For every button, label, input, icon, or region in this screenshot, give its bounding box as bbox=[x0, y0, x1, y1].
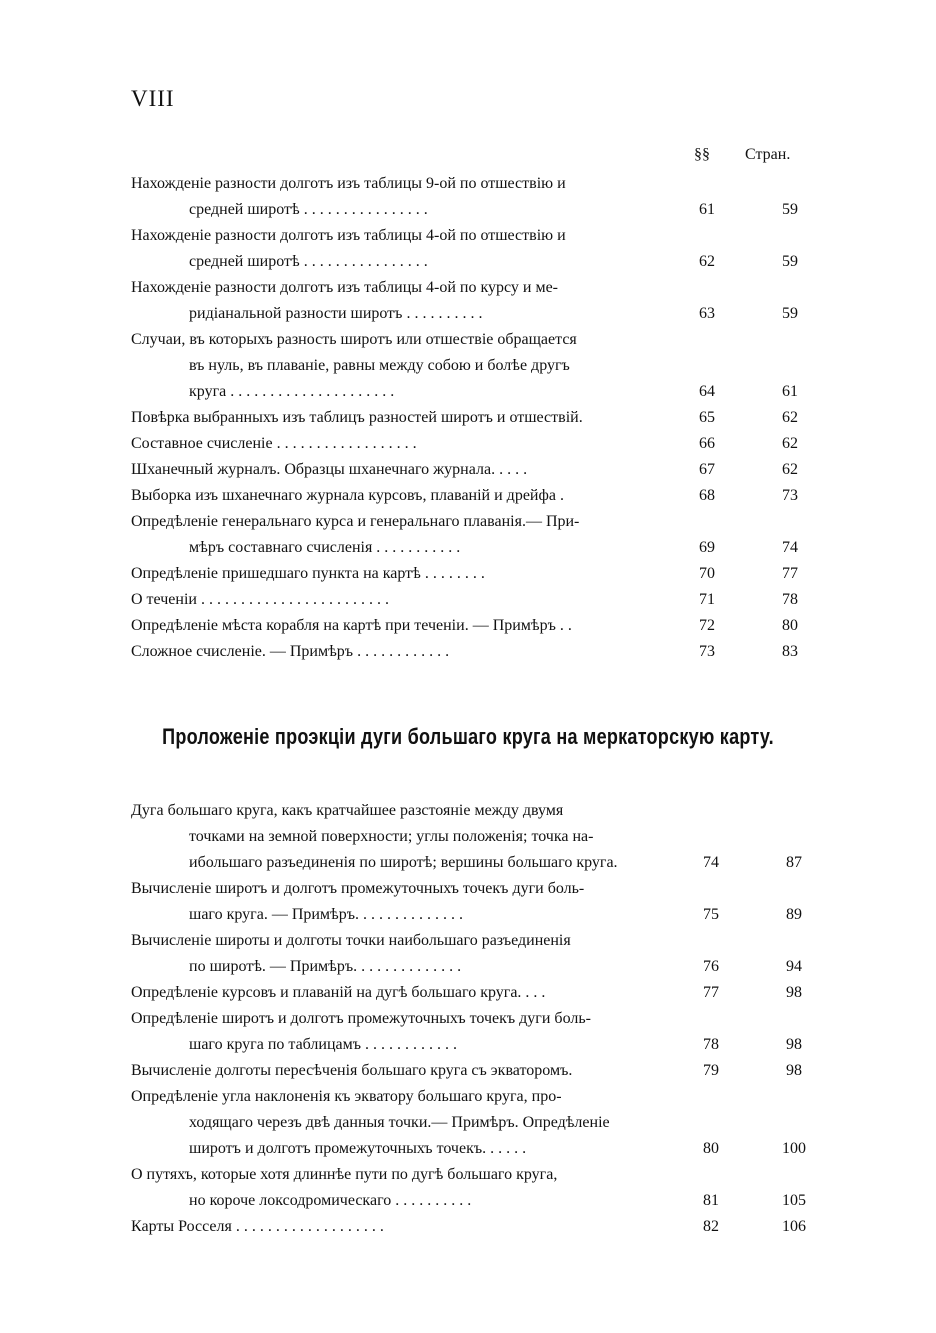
toc-entry-text: ходящаго черезъ двѣ данныя точки.— Примѣръ. Опредѣленiе bbox=[189, 1114, 610, 1131]
toc-entry-text: Выборка изъ шханечнаго журнала курсовъ, плаванiй и дрейфа . bbox=[131, 487, 564, 504]
toc-entry-text: шаго круга. — Примѣръ. . . . . . . . . . . . . . bbox=[189, 906, 464, 923]
toc-entry-section: 82 bbox=[703, 1218, 719, 1235]
toc-entry-page: 78 bbox=[782, 591, 798, 608]
toc-entry-section: 70 bbox=[699, 565, 715, 582]
toc-entry-text: Вычисленiе долготы пересѣченiя большаго круга съ экваторомъ. bbox=[131, 1062, 573, 1079]
page-number: VIII bbox=[131, 86, 175, 111]
toc-entry-line bbox=[131, 223, 811, 249]
toc-entry-text: О путяхъ, которые хотя длиннѣе пути по дугѣ большаго круга, bbox=[131, 1166, 558, 1183]
column-header-section: §§ bbox=[694, 146, 710, 163]
toc-entry-text: О теченiи . . . . . . . . . . . . . . . . . . . . . . . . bbox=[131, 591, 389, 608]
toc-entry-text: Нахожденiе разности долготъ изъ таблицы 4-ой по отшествiю и bbox=[131, 227, 566, 244]
toc-part-1 bbox=[131, 171, 811, 665]
toc-entry-line bbox=[131, 327, 811, 353]
toc-entry-line bbox=[131, 928, 811, 954]
toc-entry-line bbox=[131, 1006, 811, 1032]
toc-entry-section: 73 bbox=[699, 643, 715, 660]
toc-entry-section: 66 bbox=[699, 435, 715, 452]
toc-entry-page: 59 bbox=[782, 253, 798, 270]
toc-entry-page: 62 bbox=[782, 409, 798, 426]
toc-entry-text: Опредѣленiе курсовъ и плаванiй на дугѣ большаго круга. . . . bbox=[131, 984, 546, 1001]
toc-entry-line bbox=[131, 171, 811, 197]
toc-entry-text: Случаи, въ которыхъ разность широтъ или отшествiе обращается bbox=[131, 331, 577, 348]
toc-entry-line bbox=[131, 954, 811, 980]
toc-entry-text: точками на земной поверхности; углы положенiя; точка на- bbox=[189, 828, 594, 845]
toc-entry-line bbox=[131, 1084, 811, 1110]
toc-entry-text: Вычисленiе широты и долготы точки наибольшаго разъединенiя bbox=[131, 932, 571, 949]
toc-entry-page: 106 bbox=[782, 1218, 806, 1235]
toc-entry-text: средней широтѣ . . . . . . . . . . . . . . . . bbox=[189, 201, 428, 218]
toc-entry-text: Нахожденiе разности долготъ изъ таблицы 9-ой по отшествiю и bbox=[131, 175, 566, 192]
toc-entry-section: 68 bbox=[699, 487, 715, 504]
toc-entry-section: 69 bbox=[699, 539, 715, 556]
toc-entry-line bbox=[131, 1162, 811, 1188]
toc-entry-page: 105 bbox=[782, 1192, 806, 1209]
toc-entry-text: Сложное счисленiе. — Примѣръ . . . . . . . . . . . . bbox=[131, 643, 450, 660]
toc-entry-page: 83 bbox=[782, 643, 798, 660]
toc-entry-page: 74 bbox=[782, 539, 798, 556]
toc-entry-section: 74 bbox=[703, 854, 719, 871]
toc-entry-text: Повѣрка выбранныхъ изъ таблицъ разностей широтъ и отшествiй. bbox=[131, 409, 583, 426]
toc-entry-page: 98 bbox=[786, 1036, 802, 1053]
toc-entry-text: Карты Росселя . . . . . . . . . . . . . . . . . . . bbox=[131, 1218, 384, 1235]
toc-entry-line bbox=[131, 405, 811, 431]
toc-entry-section: 71 bbox=[699, 591, 715, 608]
toc-entry-page: 77 bbox=[782, 565, 798, 582]
toc-entry-text: Опредѣленiе мѣста корабля на картѣ при теченiи. — Примѣръ . . bbox=[131, 617, 572, 634]
toc-entry-line bbox=[131, 431, 811, 457]
section-heading: Проложенiе проэкцiи дуги большаго круга на меркаторскую карту. bbox=[162, 724, 774, 749]
toc-entry-page: 98 bbox=[786, 1062, 802, 1079]
toc-entry-text: широтъ и долготъ промежуточныхъ точекъ. . . . . . bbox=[189, 1140, 527, 1157]
toc-entry-text: Опредѣленiе пришедшаго пункта на картѣ . . . . . . . . bbox=[131, 565, 485, 582]
toc-entry-page: 73 bbox=[782, 487, 798, 504]
toc-entry-line bbox=[131, 850, 811, 876]
column-header-page: Стран. bbox=[745, 146, 791, 163]
toc-entry-text: въ нуль, въ плаванiе, равны между собою и болѣе другъ bbox=[189, 357, 570, 374]
toc-entry-line bbox=[131, 509, 811, 535]
toc-entry-section: 77 bbox=[703, 984, 719, 1001]
toc-entry-line bbox=[131, 1214, 811, 1240]
toc-entry-line bbox=[131, 1136, 811, 1162]
toc-entry-line bbox=[131, 275, 811, 301]
toc-entry-text: ибольшаго разъединенiя по широтѣ; вершины большаго круга. bbox=[189, 854, 618, 871]
toc-entry-line bbox=[131, 639, 811, 665]
toc-entry-text: Составное счисленiе . . . . . . . . . . . . . . . . . . bbox=[131, 435, 417, 452]
toc-entry-page: 62 bbox=[782, 435, 798, 452]
toc-entry-line bbox=[131, 1110, 811, 1136]
toc-entry-line bbox=[131, 824, 811, 850]
toc-entry-page: 87 bbox=[786, 854, 802, 871]
toc-entry-line bbox=[131, 301, 811, 327]
toc-entry-section: 61 bbox=[699, 201, 715, 218]
toc-entry-line bbox=[131, 1032, 811, 1058]
toc-entry-text: Дуга большаго круга, какъ кратчайшее разстоянiе между двумя bbox=[131, 802, 564, 819]
toc-entry-page: 100 bbox=[782, 1140, 806, 1157]
toc-entry-line bbox=[131, 379, 811, 405]
toc-entry-page: 94 bbox=[786, 958, 802, 975]
toc-entry-section: 81 bbox=[703, 1192, 719, 1209]
toc-entry-text: по широтѣ. — Примѣръ. . . . . . . . . . . . . . bbox=[189, 958, 462, 975]
toc-entry-section: 62 bbox=[699, 253, 715, 270]
toc-part-2 bbox=[131, 798, 811, 1240]
toc-entry-line bbox=[131, 535, 811, 561]
toc-entry-line bbox=[131, 353, 811, 379]
toc-entry-section: 72 bbox=[699, 617, 715, 634]
toc-entry-text: Нахожденiе разности долготъ изъ таблицы 4-ой по курсу и ме- bbox=[131, 279, 559, 296]
toc-entry-text: Опредѣленiе широтъ и долготъ промежуточныхъ точекъ дуги боль- bbox=[131, 1010, 591, 1027]
toc-entry-page: 61 bbox=[782, 383, 798, 400]
toc-entry-text: мѣръ составнаго счисленiя . . . . . . . . . . . bbox=[189, 539, 461, 556]
toc-entry-line bbox=[131, 483, 811, 509]
toc-entry-line bbox=[131, 197, 811, 223]
toc-entry-page: 89 bbox=[786, 906, 802, 923]
toc-entry-line bbox=[131, 980, 811, 1006]
toc-entry-line bbox=[131, 587, 811, 613]
toc-entry-text: Вычисленiе широтъ и долготъ промежуточныхъ точекъ дуги боль- bbox=[131, 880, 585, 897]
toc-entry-text: ридiанальной разности широтъ . . . . . . . . . . bbox=[189, 305, 483, 322]
toc-entry-page: 80 bbox=[782, 617, 798, 634]
toc-entry-page: 59 bbox=[782, 305, 798, 322]
toc-entry-line bbox=[131, 902, 811, 928]
toc-entry-section: 67 bbox=[699, 461, 715, 478]
toc-entry-text: средней широтѣ . . . . . . . . . . . . . . . . bbox=[189, 253, 428, 270]
toc-entry-section: 63 bbox=[699, 305, 715, 322]
toc-entry-line bbox=[131, 457, 811, 483]
toc-entry-text: Шханечный журналъ. Образцы шханечнаго журнала. . . . . bbox=[131, 461, 528, 478]
toc-entry-section: 80 bbox=[703, 1140, 719, 1157]
toc-entry-line bbox=[131, 613, 811, 639]
toc-entry-section: 75 bbox=[703, 906, 719, 923]
toc-entry-line bbox=[131, 1188, 811, 1214]
toc-entry-line bbox=[131, 249, 811, 275]
toc-entry-page: 59 bbox=[782, 201, 798, 218]
toc-entry-line bbox=[131, 1058, 811, 1084]
toc-entry-text: но короче локсодромическаго . . . . . . . . . . bbox=[189, 1192, 472, 1209]
toc-entry-line bbox=[131, 798, 811, 824]
toc-entry-page: 98 bbox=[786, 984, 802, 1001]
toc-entry-line bbox=[131, 561, 811, 587]
toc-entry-text: круга . . . . . . . . . . . . . . . . . . . . . bbox=[189, 383, 395, 400]
toc-entry-section: 78 bbox=[703, 1036, 719, 1053]
toc-entry-section: 76 bbox=[703, 958, 719, 975]
toc-entry-page: 62 bbox=[782, 461, 798, 478]
toc-entry-section: 64 bbox=[699, 383, 715, 400]
toc-entry-text: Опредѣленiе генеральнаго курса и генеральнаго плаванiя.— При- bbox=[131, 513, 580, 530]
toc-entry-section: 79 bbox=[703, 1062, 719, 1079]
toc-entry-section: 65 bbox=[699, 409, 715, 426]
toc-entry-text: Опредѣленiе угла наклоненiя къ экватору большаго круга, про- bbox=[131, 1088, 562, 1105]
toc-entry-text: шаго круга по таблицамъ . . . . . . . . . . . . bbox=[189, 1036, 458, 1053]
toc-entry-line bbox=[131, 876, 811, 902]
